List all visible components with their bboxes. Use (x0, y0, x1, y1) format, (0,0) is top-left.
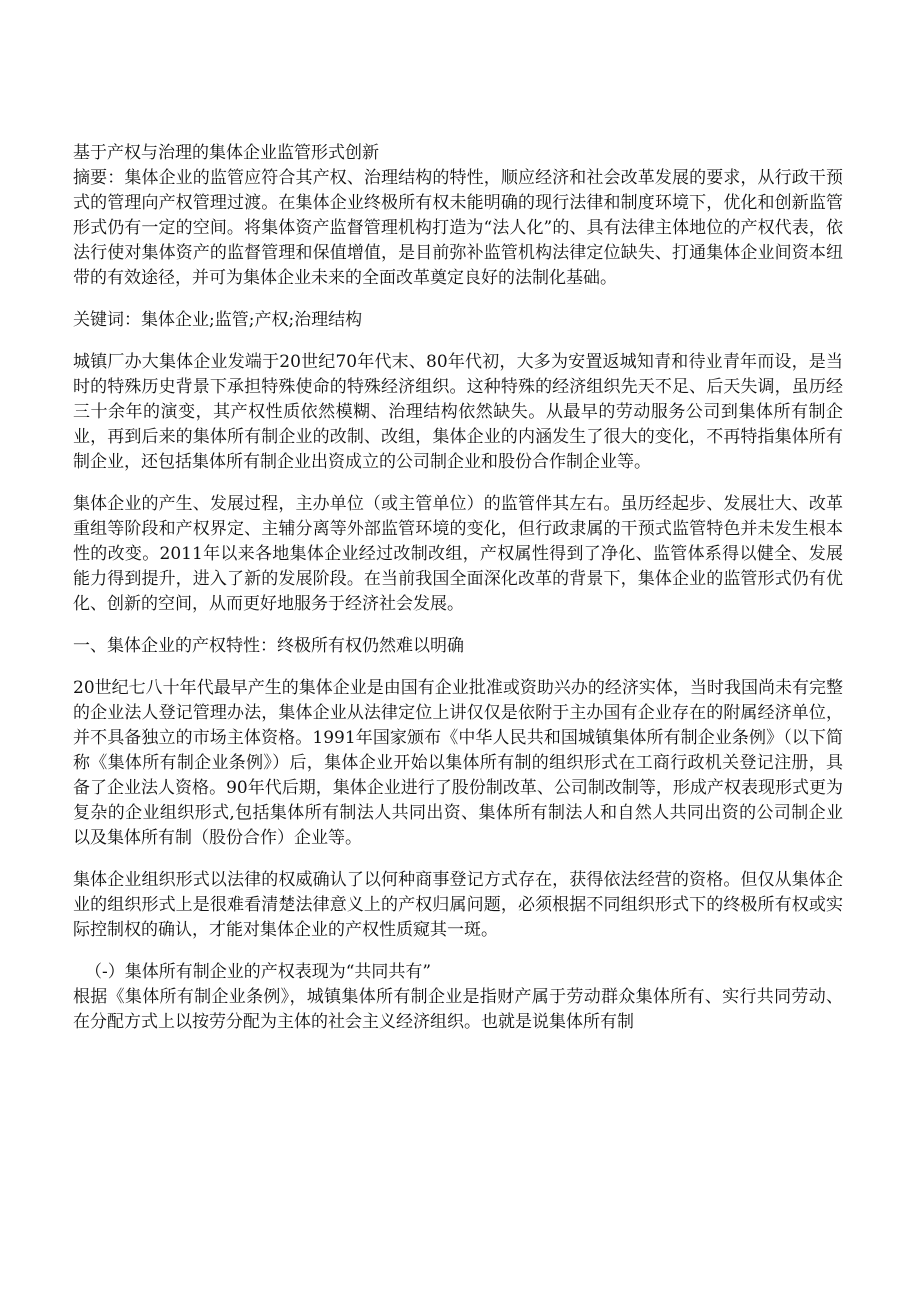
document-page (73, 141, 843, 1035)
document-title: 基于产权与治理的集体企业监管形式创新 (73, 143, 379, 163)
keywords-line: 关键词：集体企业;监管;产权;治理结构 (73, 310, 363, 330)
abstract-paragraph: 摘要：集体企业的监管应符合其产权、治理结构的特性，顺应经济和社会改革发展的要求，从行政干预式的管理向产权管理过渡。在集体企业终极所有权未能明确的现行法律和制度环境下，优化和创新监管形式仍有一定的空间。将集体资产监督管理机构打造为“法人化”的、具有法律主体地位的产权代表，依法行使对集体资产的监督管理和保值增值，是目前弥补监管机构法律定位缺失、打通集体企业间资本纽带的有效途径，并可为集体企业未来的全面改革奠定良好的法制化基础。 (73, 168, 843, 288)
section-heading-1: 一、集体企业的产权特性：终极所有权仍然难以明确 (73, 636, 464, 656)
body-paragraph-4: 集体企业组织形式以法律的权威确认了以何种商事登记方式存在，获得依法经营的资格。但仅从集体企业的组织形式上是很难看清楚法律意义上的产权归属问题，必须根据不同组织形式下的终极所有权或实际控制权的确认，才能对集体企业的产权性质窥其一斑。 (73, 870, 843, 940)
body-paragraph-5: 根据《集体所有制企业条例》，城镇集体所有制企业是指财产属于劳动群众集体所有、实行共同劳动、在分配方式上以按劳分配为主体的社会主义经济组织。也就是说集体所有制 (73, 987, 843, 1032)
body-paragraph-1: 城镇厂办大集体企业发端于20世纪70年代末、80年代初，大多为安置返城知青和待业青年而设，是当时的特殊历史背景下承担特殊使命的特殊经济组织。这种特殊的经济组织先天不足、后天失调，虽历经三十余年的演变，其产权性质依然模糊、治理结构依然缺失。从最早的劳动服务公司到集体所有制企业，再到后来的集体所有制企业的改制、改组，集体企业的内涵发生了很大的变化，不再特指集体所有制企业，还包括集体所有制企业出资成立的公司制企业和股份合作制企业等。 (73, 352, 843, 472)
subsection-heading-1: （-）集体所有制企业的产权表现为“共同共有” (85, 962, 432, 982)
body-paragraph-2: 集体企业的产生、发展过程，主办单位（或主管单位）的监管伴其左右。虽历经起步、发展壮大、改革重组等阶段和产权界定、主辅分离等外部监管环境的变化，但行政隶属的干预式监管特色并未发生根本性的改变。2011年以来各地集体企业经过改制改组，产权属性得到了净化、监管体系得以健全、发展能力得到提升，进入了新的发展阶段。在当前我国全面深化改革的背景下，集体企业的监管形式仍有优化、创新的空间，从而更好地服务于经济社会发展。 (73, 494, 843, 614)
body-paragraph-3: 20世纪七八十年代最早产生的集体企业是由国有企业批准或资助兴办的经济实体，当时我国尚未有完整的企业法人登记管理办法，集体企业从法律定位上讲仅仅是依附于主办国有企业存在的附属经济单位，并不具备独立的市场主体资格。1991年国家颁布《中华人民共和国城镇集体所有制企业条例》（以下简称《集体所有制企业条例》）后，集体企业开始以集体所有制的组织形式在工商行政机关登记注册，具备了企业法人资格。90年代后期，集体企业进行了股份制改革、公司制改制等，形成产权表现形式更为复杂的企业组织形式,包括集体所有制法人共同出资、集体所有制法人和自然人共同出资的公司制企业以及集体所有制（股份合作）企业等。 (73, 678, 843, 848)
